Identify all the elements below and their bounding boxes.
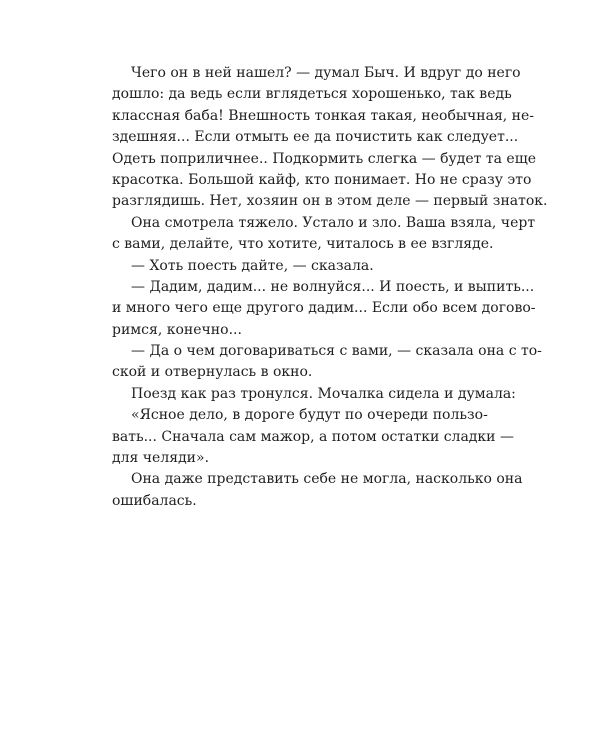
text-line: дошло: да ведь если вглядеться хорошенько, так ведь <box>112 86 512 103</box>
text-line: с вами, делайте, что хотите, читалось в ее взгляде. <box>112 236 494 253</box>
text-line: Поезд как раз тронулся. Мочалка сидела и думала: <box>131 385 516 402</box>
text-line: красотка. Большой кайф, кто понимает. Но не сразу это <box>112 171 532 188</box>
text-line: для челяди». <box>112 450 210 467</box>
text-line: Она даже представить себе не могла, насколько она <box>131 471 523 488</box>
text-line: ской и отвернулась в окно. <box>112 364 313 381</box>
text-line: и много чего еще другого дадим... Если обо всем догово- <box>112 300 536 317</box>
text-line: Она смотрела тяжело. Устало и зло. Ваша взяла, черт <box>131 214 536 231</box>
text-line: римся, конечно... <box>112 321 242 338</box>
text-line: «Ясное дело, в дороге будут по очереди пользо- <box>131 407 488 424</box>
text-line: классная баба! Внешность тонкая такая, необычная, не- <box>112 107 535 124</box>
text-line: — Да о чем договариваться с вами, — сказала она с то- <box>131 343 542 360</box>
text-line: ошибалась. <box>112 492 197 509</box>
text-line: — Хоть поесть дайте, — сказала. <box>131 257 374 274</box>
body-text <box>112 63 548 512</box>
text-line: Чего он в ней нашел? — думал Быч. И вдруг до него <box>131 65 521 81</box>
text-line: вать... Сначала сам мажор, а потом остатки сладки — <box>112 428 514 445</box>
text-line: разглядишь. Нет, хозяин он в этом деле — первый знаток. <box>112 193 548 210</box>
text-line: — Дадим, дадим... не волнуйся... И поесть, и выпить... <box>131 278 535 295</box>
text-line: здешняя... Если отмыть ее да почистить как следует... <box>112 129 519 146</box>
text-line: Одеть поприличнее.. Подкормить слегка — будет та еще <box>112 150 536 167</box>
